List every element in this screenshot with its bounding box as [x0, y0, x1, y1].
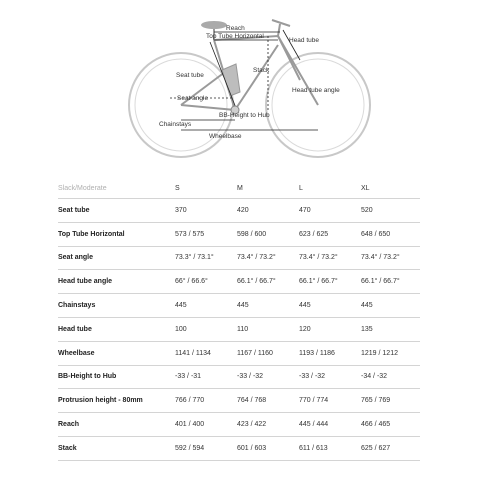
table-row [58, 341, 420, 365]
cell-value: -33 / -32 [237, 365, 299, 389]
cell-value: 625 / 627 [361, 436, 420, 460]
row-label: Reach [58, 413, 175, 437]
cell-value: 66° / 66.6° [175, 270, 237, 294]
setting-label: Slack/Moderate [58, 178, 175, 199]
cell-value: 420 [237, 199, 299, 223]
table-row [58, 199, 420, 223]
label-seat-tube: Seat tube [176, 72, 204, 79]
cell-value: 611 / 613 [299, 436, 361, 460]
cell-value: 1141 / 1134 [175, 341, 237, 365]
label-head-tube: Head tube [289, 37, 319, 44]
table-header-row [58, 178, 420, 199]
row-label: Head tube angle [58, 270, 175, 294]
saddle [201, 21, 227, 29]
cell-value: 520 [361, 199, 420, 223]
cell-value: 648 / 650 [361, 222, 420, 246]
table-row [58, 365, 420, 389]
row-label: Protrusion height - 80mm [58, 389, 175, 413]
cell-value: 1167 / 1160 [237, 341, 299, 365]
cell-value: 766 / 770 [175, 389, 237, 413]
label-wheelbase: Wheelbase [209, 133, 242, 140]
row-label: Stack [58, 436, 175, 460]
table-row [58, 436, 420, 460]
cell-value: 73.4° / 73.2° [237, 246, 299, 270]
label-head-tube-angle: Head tube angle [292, 87, 340, 94]
cell-value: 66.1° / 66.7° [299, 270, 361, 294]
label-top-tube-horizontal: Top Tube Horizontal [206, 33, 264, 40]
table-row [58, 317, 420, 341]
label-reach: Reach [226, 25, 245, 32]
table-row [58, 294, 420, 318]
cell-value: 445 [361, 294, 420, 318]
cell-value: 110 [237, 317, 299, 341]
row-label: BB-Height to Hub [58, 365, 175, 389]
cell-value: -33 / -32 [299, 365, 361, 389]
table-row [58, 389, 420, 413]
cell-value: 601 / 603 [237, 436, 299, 460]
row-label: Head tube [58, 317, 175, 341]
size-header-m: M [237, 178, 299, 199]
table-row [58, 413, 420, 437]
bike-illustration [0, 0, 500, 175]
cell-value: 765 / 769 [361, 389, 420, 413]
row-label: Wheelbase [58, 341, 175, 365]
cell-value: 1193 / 1186 [299, 341, 361, 365]
cell-value: 470 [299, 199, 361, 223]
row-label: Seat angle [58, 246, 175, 270]
cell-value: 66.1° / 66.7° [237, 270, 299, 294]
cell-value: 445 [237, 294, 299, 318]
size-header-xl: XL [361, 178, 420, 199]
table-row [58, 222, 420, 246]
cell-value: 598 / 600 [237, 222, 299, 246]
cell-value: 401 / 400 [175, 413, 237, 437]
cell-value: 445 [175, 294, 237, 318]
cell-value: 770 / 774 [299, 389, 361, 413]
cell-value: 73.4° / 73.2° [361, 246, 420, 270]
cell-value: 100 [175, 317, 237, 341]
row-label: Seat tube [58, 199, 175, 223]
cell-value: 445 / 444 [299, 413, 361, 437]
cell-value: -34 / -32 [361, 365, 420, 389]
cell-value: 135 [361, 317, 420, 341]
bike-geometry-diagram [0, 0, 500, 175]
label-bb-height: BB-Height to Hub [219, 112, 270, 119]
table-row [58, 270, 420, 294]
cell-value: 73.3° / 73.1° [175, 246, 237, 270]
table-row [58, 246, 420, 270]
cell-value: 1219 / 1212 [361, 341, 420, 365]
label-stack: Stack [253, 67, 270, 74]
row-label: Top Tube Horizontal [58, 222, 175, 246]
label-seat-angle: Seat angle [177, 95, 209, 102]
cell-value: 66.1° / 66.7° [361, 270, 420, 294]
size-header-s: S [175, 178, 237, 199]
cell-value: 120 [299, 317, 361, 341]
cell-value: -33 / -31 [175, 365, 237, 389]
cell-value: 73.4° / 73.2° [299, 246, 361, 270]
label-chainstays: Chainstays [159, 121, 192, 128]
cell-value: 573 / 575 [175, 222, 237, 246]
cell-value: 466 / 465 [361, 413, 420, 437]
geometry-table [58, 178, 420, 461]
size-header-l: L [299, 178, 361, 199]
cell-value: 592 / 594 [175, 436, 237, 460]
cell-value: 370 [175, 199, 237, 223]
cell-value: 623 / 625 [299, 222, 361, 246]
row-label: Chainstays [58, 294, 175, 318]
cell-value: 423 / 422 [237, 413, 299, 437]
cell-value: 445 [299, 294, 361, 318]
cell-value: 764 / 768 [237, 389, 299, 413]
